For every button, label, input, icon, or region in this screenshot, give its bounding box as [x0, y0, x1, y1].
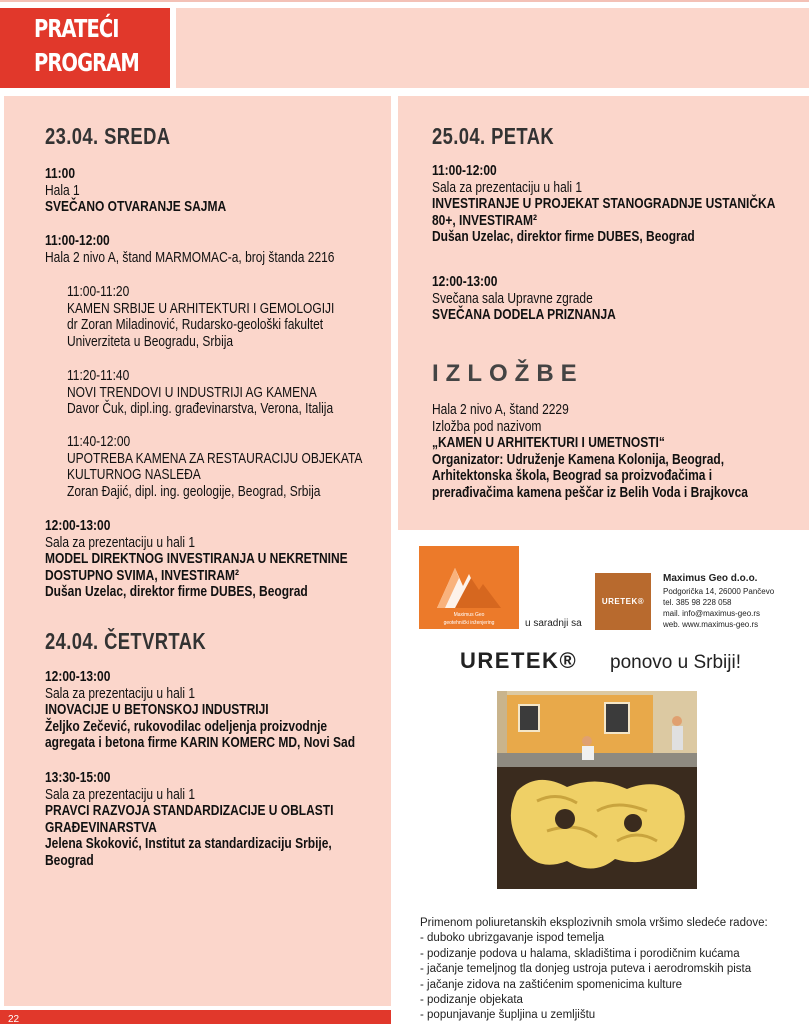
session-title: KULTURNOG NASLEĐA	[67, 466, 201, 483]
event-time: 11:00-12:00	[45, 232, 110, 249]
mountain-logo-icon	[435, 560, 503, 610]
session-speaker: Zoran Đajić, dipl. ing. geologije, Beograd, Srbija	[67, 482, 321, 500]
event-place: Sala za prezentaciju u hali 1	[45, 684, 196, 702]
cooperation-text: u saradnji sa	[525, 618, 582, 629]
title-line-1: PRATEĆI	[34, 14, 119, 43]
event-title: 80+, INVESTIRAM²	[432, 211, 538, 229]
footer-bar	[0, 1010, 391, 1024]
services-intro: Primenom poliuretanskih eksplozivnih smola vršimo sledeće radove:	[420, 917, 768, 929]
section-title-box	[0, 8, 170, 88]
session-speaker: Univerziteta u Beogradu, Srbija	[67, 332, 234, 350]
event-title: GRAĐEVINARSTVA	[45, 818, 157, 836]
event-title: MODEL DIREKTNOG INVESTIRANJA U NEKRETNINE	[45, 550, 348, 567]
maximus-geo-logo	[419, 546, 519, 629]
exhibitions-heading: IZLOŽBE	[432, 360, 584, 387]
event-time: 12:00-13:00	[432, 273, 498, 290]
event-time: 11:00-12:00	[432, 162, 497, 179]
event-speaker: Željko Zečević, rukovodilac odeljenja proizvodnje	[45, 717, 328, 735]
exhibition-title: „KAMEN U ARHITEKTURI I UMETNOSTI“	[432, 434, 665, 451]
event-title: INVESTIRANJE U PROJEKAT STANOGRADNJE USTANIČKA	[432, 195, 776, 212]
event-speaker: Beograd	[45, 851, 94, 869]
session-speaker: dr Zoran Miladinović, Rudarsko-geološki fakultet	[67, 316, 324, 333]
company-mail: mail. info@maximus-geo.rs	[663, 609, 761, 618]
page-number: 22	[8, 1014, 20, 1025]
event-standardization	[45, 770, 333, 869]
event-title: DOSTUPNO SVIMA, INVESTIRAM²	[45, 566, 240, 584]
event-speaker: agregata i betona firme KARIN KOMERC MD, Novi Sad	[45, 734, 356, 751]
session-time: 11:40-12:00	[67, 433, 131, 450]
session-3	[67, 434, 362, 500]
event-awards	[432, 274, 616, 324]
session-2	[67, 368, 333, 418]
session-title: KAMEN SRBIJE U ARHITEKTURI I GEMOLOGIJI	[67, 299, 335, 317]
service-item: - jačanje temeljnog tla donjeg ustroja puteva i aerodromskih pista	[420, 963, 752, 976]
service-item: - duboko ubrizgavanje ispod temelja	[420, 932, 605, 945]
event-time: 12:00-13:00	[45, 517, 111, 534]
exhibition-details	[432, 402, 748, 501]
company-tel: tel. 385 98 228 058	[663, 598, 732, 607]
service-item: - popunjavanje šupljina u zemljištu	[420, 1009, 596, 1022]
event-investing	[45, 518, 348, 601]
event-time: 13:30-15:00	[45, 769, 111, 786]
event-marmomac	[45, 233, 334, 266]
exhibition-place: Hala 2 nivo A, štand 2229	[432, 401, 569, 418]
event-speaker: Dušan Uzelac, direktor firme DUBES, Beograd	[432, 228, 695, 245]
service-item: - podizanje podova u halama, skladištima i porodičnim kućama	[420, 947, 740, 960]
day-heading-cetvrtak: 24.04. ČETVRTAK	[45, 628, 207, 654]
foundation-injection-illustration	[497, 691, 697, 889]
service-item: - podizanje objekata	[420, 994, 523, 1007]
event-time: 12:00-13:00	[45, 668, 111, 685]
event-stanogradnja	[432, 163, 775, 246]
title-band	[176, 8, 809, 88]
uretek-slogan: ponovo u Srbiji!	[610, 652, 741, 673]
session-title: NOVI TRENDOVI U INDUSTRIJI AG KAMENA	[67, 383, 317, 401]
event-concrete	[45, 669, 355, 752]
event-title: PRAVCI RAZVOJA STANDARDIZACIJE U OBLASTI	[45, 802, 334, 819]
event-title: SVEČANA DODELA PRIZNANJA	[432, 306, 616, 323]
event-speaker: Dušan Uzelac, direktor firme DUBES, Beograd	[45, 583, 308, 600]
company-web: web. www.maximus-geo.rs	[663, 620, 759, 629]
event-place: Sala za prezentaciju u hali 1	[45, 785, 196, 803]
event-title: SVEČANO OTVARANJE SAJMA	[45, 198, 227, 215]
event-place: Hala 2 nivo A, štand MARMOMAC-a, broj štanda 2216	[45, 248, 335, 266]
event-place: Sala za prezentaciju u hali 1	[45, 533, 196, 551]
company-address: Podgorička 14, 26000 Pančevo	[663, 587, 775, 596]
session-time: 11:00-11:20	[67, 283, 130, 300]
exhibition-line: Izložba pod nazivom	[432, 417, 542, 435]
uretek-small-logo	[595, 573, 651, 630]
exhibition-organizer: prerađivačima kamena peščar iz Belih Voda i Brajkovca	[432, 483, 748, 501]
uretek-small-text: URETEK®	[601, 597, 645, 606]
service-item: - jačanje zidova na zaštićenim spomenicima kulture	[420, 978, 683, 991]
top-rule	[0, 0, 809, 5]
session-speaker: Davor Čuk, dipl.ing. građevinarstva, Verona, Italija	[67, 400, 334, 417]
logo-caption: geotehnički inženjering	[443, 620, 495, 626]
title-line-2: PROGRAM	[34, 48, 139, 77]
event-place: Svečana sala Upravne zgrade	[432, 289, 593, 307]
session-title: UPOTREBA KAMENA ZA RESTAURACIJU OBJEKATA	[67, 449, 363, 467]
services-list	[420, 916, 768, 1024]
day-heading-petak: 25.04. PETAK	[432, 123, 555, 149]
exhibition-organizer: Arhitektonska škola, Beograd sa proizvođačima i	[432, 467, 713, 484]
session-time: 11:20-11:40	[67, 367, 130, 384]
event-speaker: Jelena Skoković, Institut za standardizaciju Srbije,	[45, 835, 332, 852]
event-place: Sala za prezentaciju u hali 1	[432, 178, 583, 196]
exhibition-organizer: Organizator: Udruženje Kamena Kolonija, Beograd,	[432, 450, 725, 468]
day-heading-sreda: 23.04. SREDA	[45, 123, 171, 149]
session-1	[67, 284, 334, 350]
logo-caption: Maximus Geo	[453, 612, 485, 618]
company-name: Maximus Geo d.o.o.	[663, 573, 758, 584]
event-place: Hala 1	[45, 181, 80, 199]
event-title: INOVACIJE U BETONSKOJ INDUSTRIJI	[45, 701, 269, 718]
event-time: 11:00	[45, 165, 76, 182]
uretek-brand: URETEK®	[460, 648, 578, 673]
event-opening	[45, 166, 226, 216]
